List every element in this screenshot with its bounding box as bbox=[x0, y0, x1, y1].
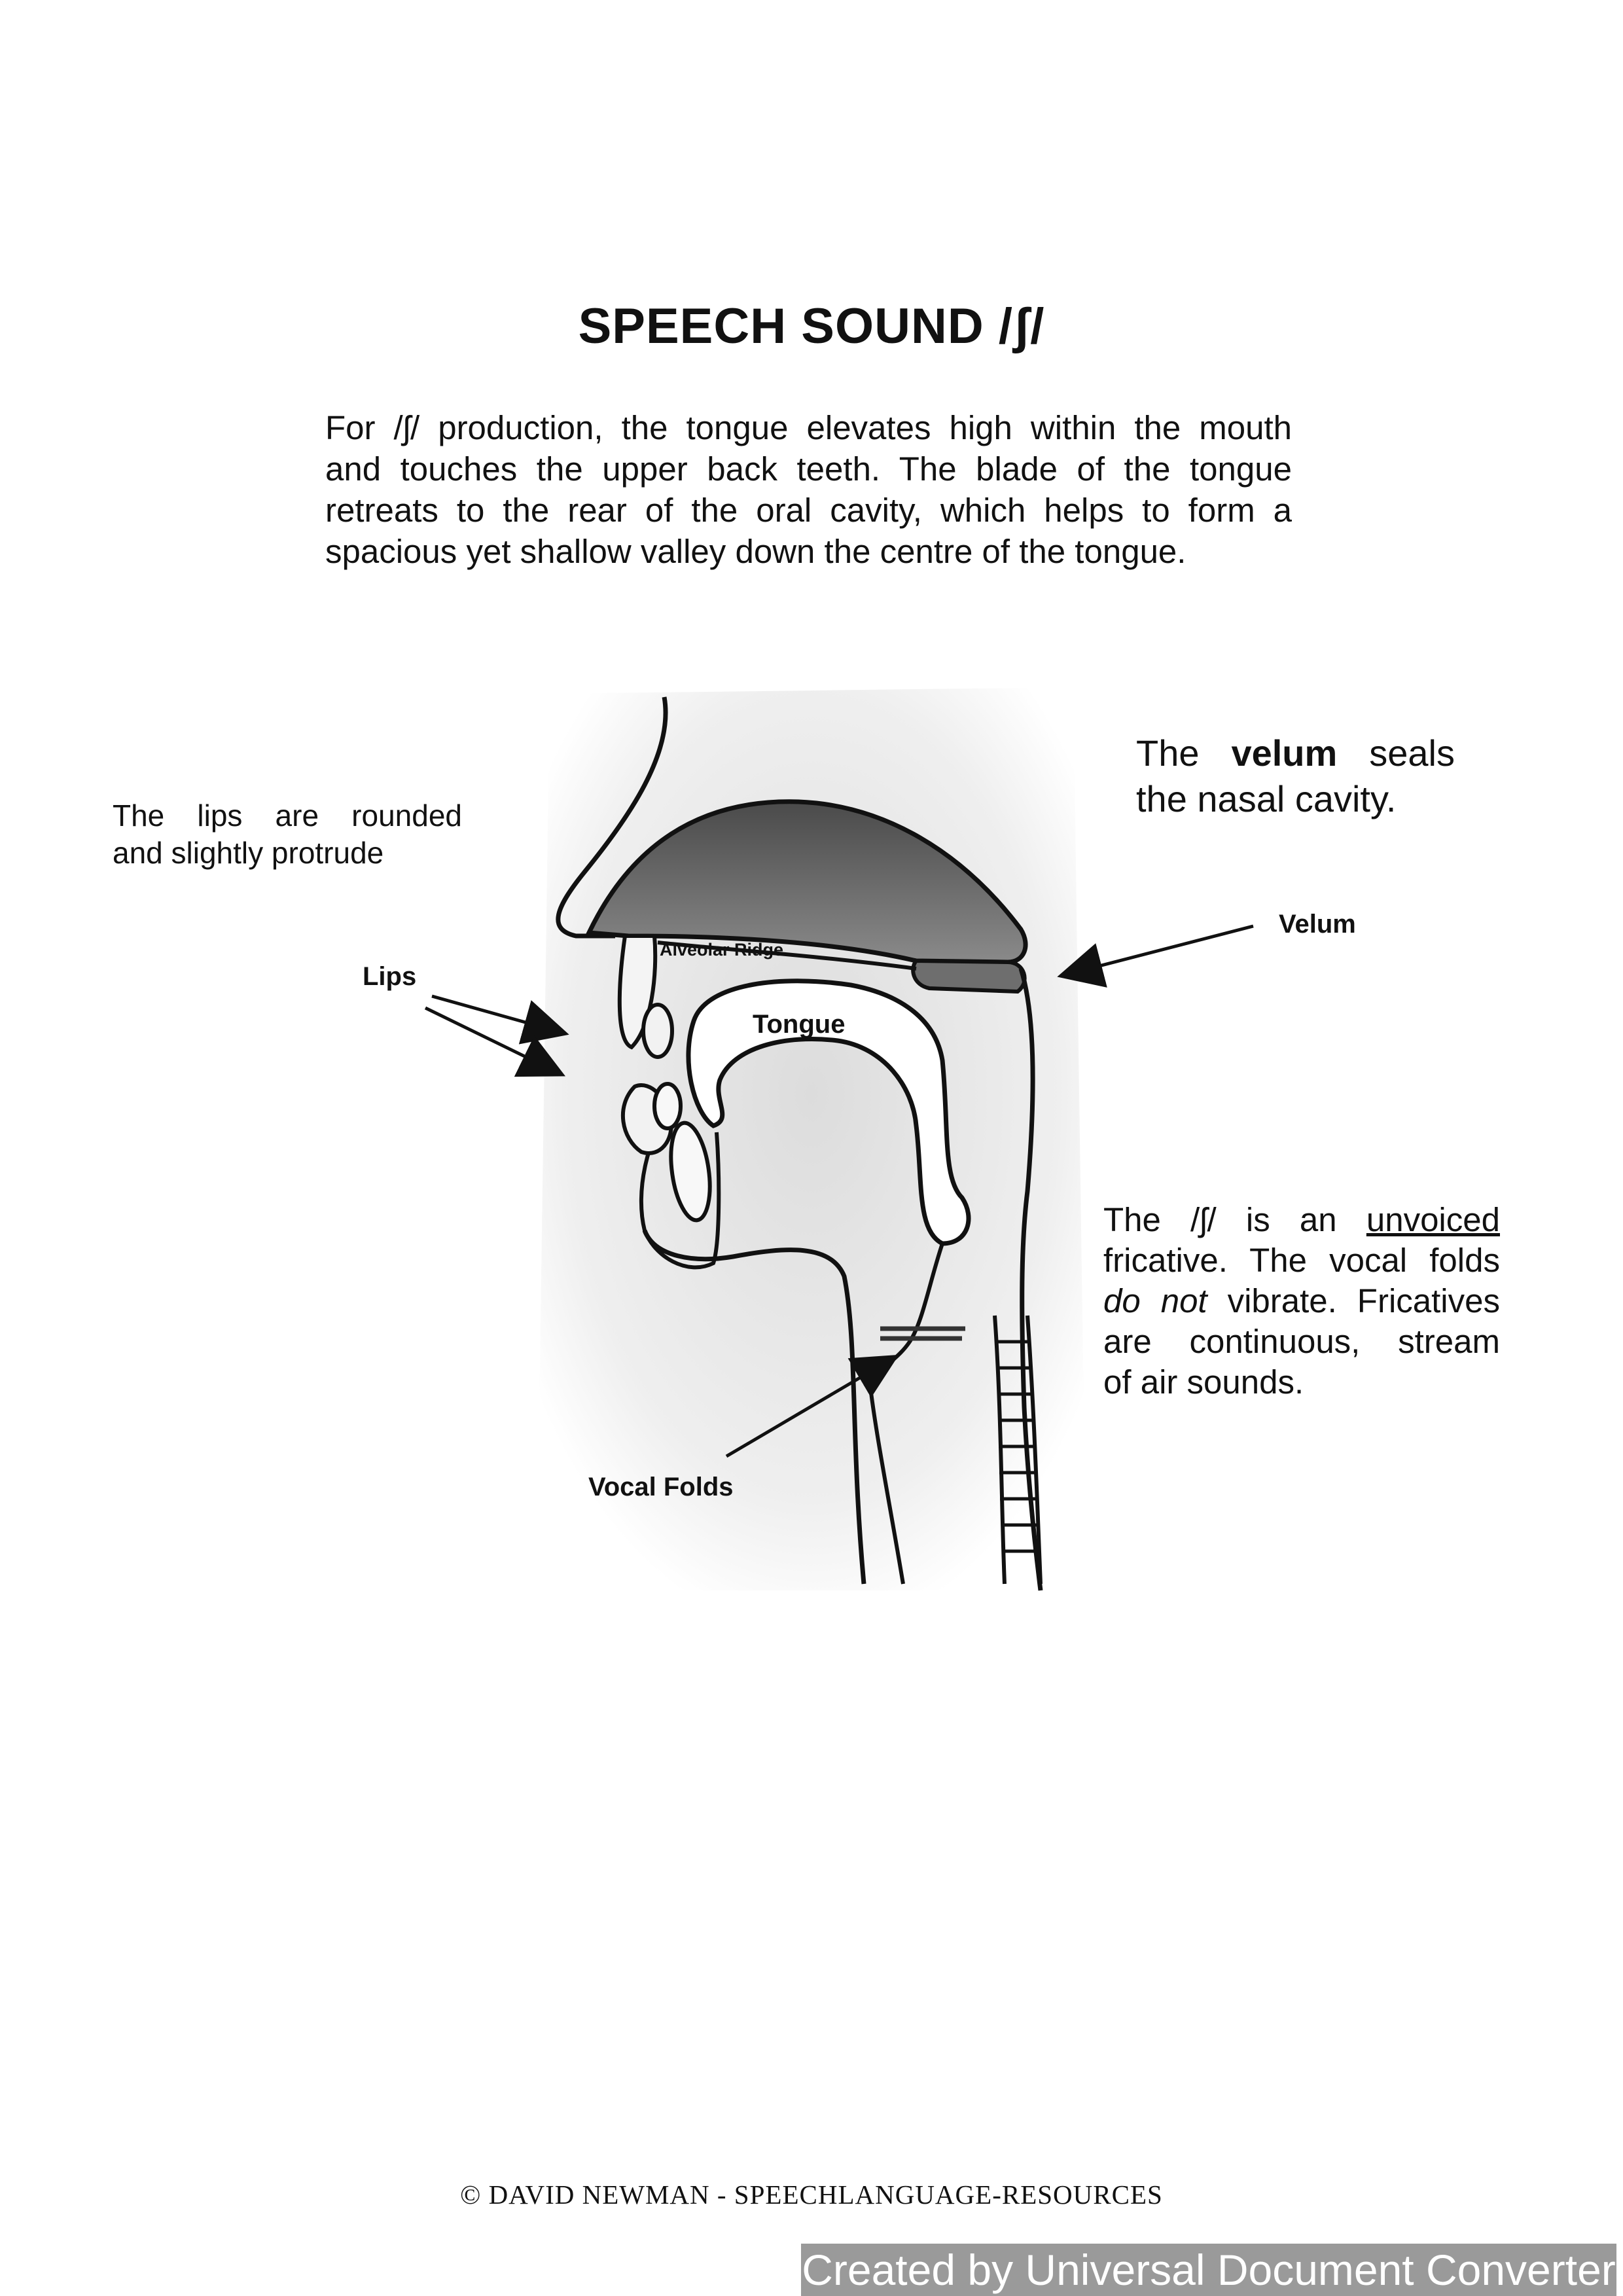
velum-shape bbox=[913, 961, 1024, 992]
velum-note-post: seals bbox=[1337, 732, 1455, 774]
velum-note-line: the nasal cavity. bbox=[1136, 778, 1397, 819]
lips-arrow-lower bbox=[425, 1008, 560, 1073]
lips-arrow-upper bbox=[432, 996, 563, 1033]
lower-incisor-front bbox=[654, 1084, 681, 1128]
lips-note-line: and slightly protrude bbox=[113, 836, 384, 870]
lips-note-line: The lips are rounded bbox=[113, 798, 462, 833]
fricative-note-italic: do not bbox=[1103, 1282, 1207, 1319]
intro-line: retreats to the rear of the oral cavity, which helps to form a bbox=[325, 492, 1292, 529]
velum-label: Velum bbox=[1279, 910, 1356, 939]
upper-lip bbox=[643, 1005, 672, 1057]
alveolar-ridge-label: Alveolar Ridge bbox=[660, 940, 784, 960]
velum-note-pre: The bbox=[1136, 732, 1232, 774]
converter-watermark: Created by Universal Document Converter bbox=[801, 2244, 1616, 2296]
fricative-note-line: of air sounds. bbox=[1103, 1363, 1304, 1401]
intro-line: and touches the upper back teeth. The blade of the tongue bbox=[325, 450, 1292, 488]
lips-label: Lips bbox=[363, 962, 417, 991]
fricative-note-underline: unvoiced bbox=[1366, 1201, 1500, 1238]
page-title: SPEECH SOUND /ʃ/ bbox=[578, 298, 1045, 354]
fricative-note-line: are continuous, stream bbox=[1103, 1323, 1500, 1360]
velum-arrow bbox=[1063, 926, 1253, 975]
fricative-note-pre: The /ʃ/ is an bbox=[1103, 1201, 1366, 1238]
fricative-note-line: fricative. The vocal folds bbox=[1103, 1242, 1500, 1279]
intro-line: spacious yet shallow valley down the centre of the tongue. bbox=[325, 533, 1186, 570]
intro-line: For /ʃ/ production, the tongue elevates high within the mouth bbox=[325, 409, 1292, 446]
tongue-label: Tongue bbox=[753, 1010, 846, 1039]
copyright-footer: © DAVID NEWMAN - SPEECHLANGUAGE-RESOURCES bbox=[460, 2179, 1163, 2210]
velum-note-bold: velum bbox=[1231, 732, 1338, 774]
fricative-note-post: vibrate. Fricatives bbox=[1207, 1282, 1501, 1319]
vocal-folds-label: Vocal Folds bbox=[588, 1473, 734, 1501]
